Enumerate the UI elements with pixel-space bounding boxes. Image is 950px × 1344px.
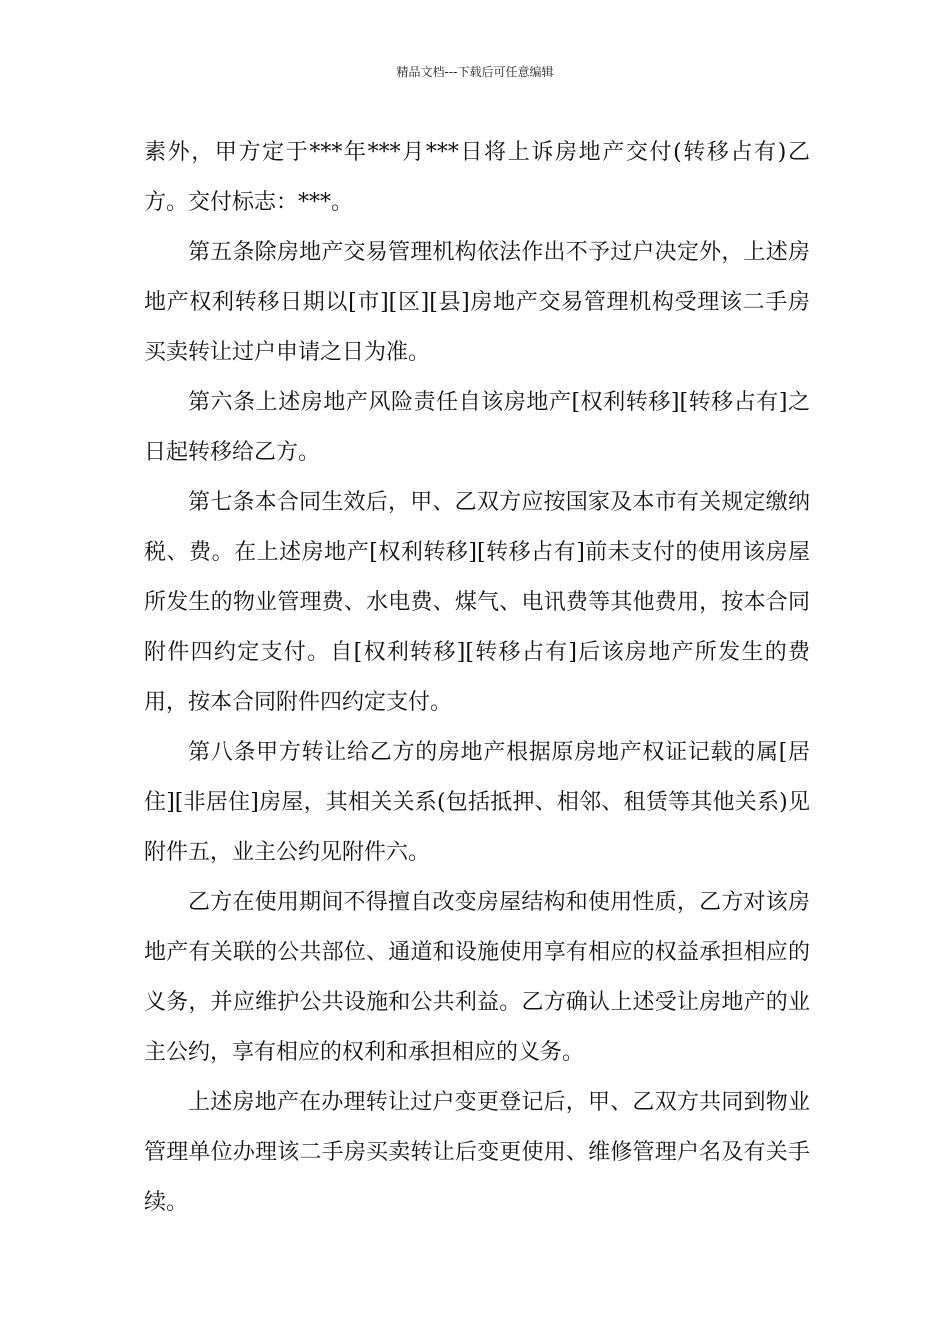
paragraph-article-8: 第八条甲方转让给乙方的房地产根据原房地产权证记载的属[居住][非居住]房屋，其相关关系(包括抵押、相邻、租赁等其他关系)见附件五，业主公约见附件六。: [144, 740, 810, 865]
paragraph-article-5: 第五条除房地产交易管理机构依法作出不予过户决定外，上述房地产权利转移日期以[市][区][县]房地产交易管理机构受理该二手房买卖转让过户申请之日为准。: [144, 240, 810, 365]
paragraph-continuation: 素外，甲方定于***年***月***日将上诉房地产交付(转移占有)乙方。交付标志：***。: [144, 140, 810, 215]
paragraph-usage-obligations: 乙方在使用期间不得擅自改变房屋结构和使用性质，乙方对该房地产有关联的公共部位、通道和设施使用享有相应的权益承担相应的义务，并应维护公共设施和公共利益。乙方确认上述受让房地产的业主公约，享有相应的权利和承担相应的义务。: [144, 890, 810, 1065]
document-body: [144, 128, 810, 1228]
page-header: 精品文档---下载后可任意编辑: [396, 65, 554, 79]
paragraph-property-management: 上述房地产在办理转让过户变更登记后，甲、乙双方共同到物业管理单位办理该二手房买卖转让后变更使用、维修管理户名及有关手续。: [144, 1090, 810, 1215]
paragraph-article-6: 第六条上述房地产风险责任自该房地产[权利转移][转移占有]之日起转移给乙方。: [144, 390, 810, 465]
paragraph-article-7: 第七条本合同生效后，甲、乙双方应按国家及本市有关规定缴纳税、费。在上述房地产[权利转移][转移占有]前未支付的使用该房屋所发生的物业管理费、水电费、煤气、电讯费等其他费用，按本合同附件四约定支付。自[权利转移][转移占有]后该房地产所发生的费用，按本合同附件四约定支付。: [144, 490, 810, 715]
